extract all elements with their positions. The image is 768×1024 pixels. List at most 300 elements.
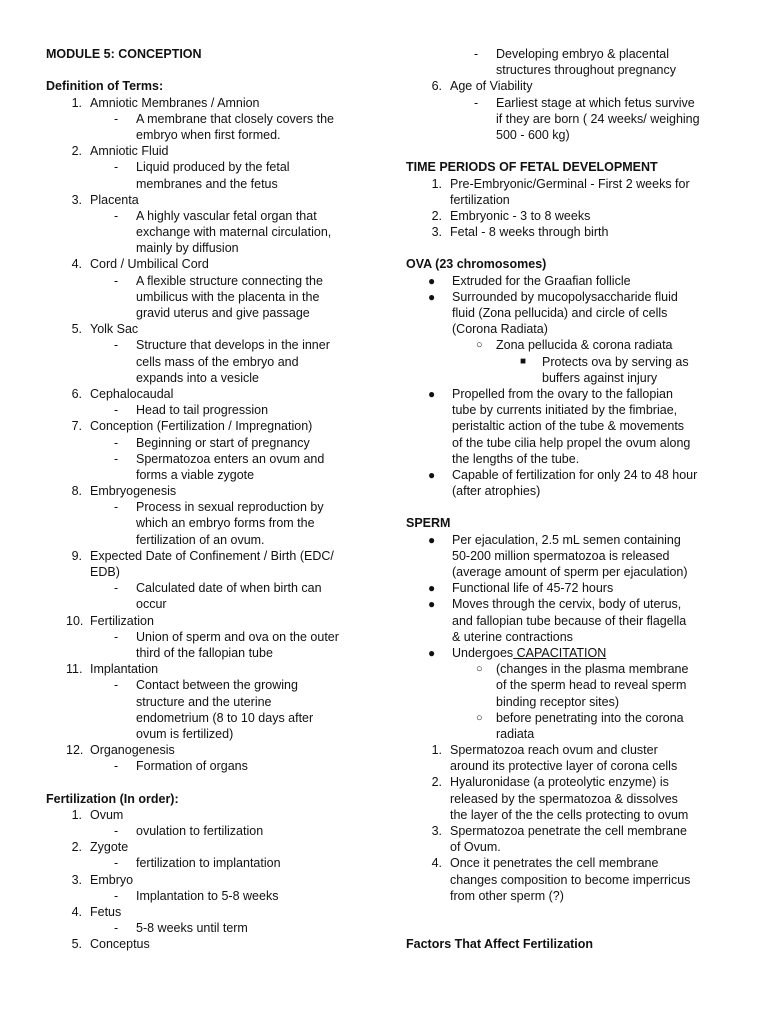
list-text [90, 872, 133, 888]
list-text [90, 143, 169, 159]
list-text-main: of the sperm head to reveal sperm [496, 678, 687, 693]
list-text-main: buffers against injury [542, 370, 658, 385]
list-marker: - [474, 95, 479, 110]
list-item [46, 807, 376, 823]
left-column [46, 46, 376, 953]
list-text-main: Surrounded by mucopolysaccharide fluid [452, 289, 678, 304]
list-text [496, 677, 686, 693]
list-item [46, 726, 376, 742]
list-text [136, 176, 278, 192]
list-text-main: of Ovum. [450, 840, 501, 855]
list-text-main: Embryo [90, 872, 134, 887]
list-text-main: the layer of the the cells protecting to ovum [450, 807, 689, 822]
list-item [46, 337, 376, 353]
list-text-main: (average amount of sperm per ejaculation) [452, 565, 688, 579]
list-marker: 1. [431, 176, 442, 191]
underlined-term: CAPACITATION [513, 645, 607, 660]
list-marker: 9. [71, 548, 82, 563]
list-text-main: radiata [496, 726, 535, 741]
list-marker: 1. [71, 807, 82, 822]
list-text [136, 645, 273, 661]
list-text-main: 50-200 million spermatozoa is released [452, 548, 670, 563]
list-marker: 5. [71, 937, 82, 952]
list-text [90, 192, 139, 208]
list-item [46, 645, 376, 661]
list-item [46, 580, 376, 596]
list-item [406, 564, 736, 580]
list-text [136, 710, 313, 726]
list-item [406, 46, 736, 62]
list-text-main: fertilization [450, 192, 510, 207]
list-text-main: Cord / Umbilical Cord [90, 257, 209, 272]
list-item [406, 645, 736, 661]
list-text-main: fertilization of an ovum. [136, 532, 265, 547]
list-text-main: Zygote [90, 840, 129, 855]
list-text-main: 5-8 weeks until term [136, 921, 248, 936]
list-text-main: Contact between the growing [136, 678, 298, 693]
list-text-main: (changes in the plasma membrane [496, 662, 689, 677]
list-item [46, 402, 376, 418]
list-item [46, 273, 376, 289]
list-item [406, 305, 736, 321]
list-item [46, 499, 376, 515]
list-text [90, 95, 260, 111]
list-item [46, 694, 376, 710]
spacer [406, 143, 736, 159]
list-text-main: Organogenesis [90, 743, 175, 758]
list-text-main: Propelled from the ovary to the fallopian [452, 386, 673, 401]
list-marker: - [114, 921, 119, 936]
list-text [450, 192, 510, 208]
list-text [496, 111, 700, 127]
list-text [136, 515, 315, 531]
list-text-main: of the tube cilia help propel the ovum along [452, 435, 691, 450]
list-text-main: Protects ova by serving as [542, 354, 689, 369]
list-marker: ● [428, 581, 436, 596]
list-item [46, 435, 376, 451]
list-marker: - [114, 581, 119, 596]
list-marker: ● [428, 386, 436, 401]
right-column [406, 46, 736, 953]
list-text [452, 596, 681, 612]
list-item [406, 872, 736, 888]
list-marker: 2. [71, 144, 82, 159]
list-item [406, 208, 736, 224]
list-item [46, 256, 376, 272]
list-text-main: Implantation [90, 662, 159, 677]
list-item [406, 823, 736, 839]
list-text [90, 418, 312, 434]
list-text-main: Structure that develops in the inner [136, 338, 330, 353]
list-item [406, 888, 736, 904]
list-marker: ● [428, 597, 436, 612]
list-text [90, 386, 173, 402]
list-text [450, 208, 590, 224]
list-text-main: Embryogenesis [90, 484, 177, 499]
list-item [406, 596, 736, 612]
list-item [406, 176, 736, 192]
spacer [406, 240, 736, 256]
list-text-main: Placenta [90, 192, 139, 207]
list-text-main: Functional life of 45-72 hours [452, 581, 614, 596]
list-item [46, 240, 376, 256]
list-text [452, 402, 677, 418]
list-item [406, 192, 736, 208]
list-text-main: Conception (Fertilization / Impregnation) [90, 419, 313, 434]
list-item [406, 78, 736, 94]
list-text [450, 872, 690, 888]
list-marker: - [114, 111, 119, 126]
section-heading: Definition of Terms: [46, 79, 164, 94]
list-text [90, 936, 150, 952]
list-item [406, 758, 736, 774]
list-text-main: Amniotic Fluid [90, 144, 169, 159]
list-text [136, 467, 254, 483]
list-item [406, 451, 736, 467]
list-item [46, 370, 376, 386]
list-marker: 2. [431, 775, 442, 790]
list-text [450, 823, 687, 839]
list-item [406, 370, 736, 386]
list-text [496, 726, 534, 742]
list-text-main: changes composition to become imperricus [450, 872, 691, 887]
list-text [90, 613, 154, 629]
list-text-main: cells mass of the embryo and [136, 354, 299, 369]
list-text-main: structure and the uterine [136, 694, 272, 709]
list-text-main: Extruded for the Graafian follicle [452, 273, 631, 288]
list-text [136, 159, 290, 175]
list-item [46, 532, 376, 548]
list-item [406, 694, 736, 710]
list-text-main: gravid uterus and give passage [136, 306, 310, 320]
list-text-main: Spermatozoa penetrate the cell membrane [450, 824, 687, 838]
list-text [136, 823, 263, 839]
list-text-main: Fetal - 8 weeks through birth [450, 225, 609, 240]
list-item [46, 208, 376, 224]
list-marker: ● [428, 273, 436, 288]
list-text-main: Age of Viability [450, 79, 533, 94]
list-item [406, 774, 736, 790]
list-text [90, 256, 209, 272]
list-text-main: Spermatozoa enters an ovum and [136, 451, 325, 466]
list-text [452, 532, 681, 548]
list-item [406, 111, 736, 127]
list-text-main: which an embryo forms from the [136, 516, 315, 531]
list-text-main: peristaltic action of the tube & movements [452, 419, 685, 434]
list-marker: 8. [71, 484, 82, 499]
list-text-main: exchange with maternal circulation, [136, 225, 332, 240]
list-text-main: Liquid produced by the fetal [136, 160, 290, 175]
list-marker: - [114, 273, 119, 288]
list-item [46, 936, 376, 952]
list-text-main: Capable of fertilization for only 24 to 48 hour [452, 467, 698, 482]
list-text [136, 855, 281, 871]
list-text [136, 305, 310, 321]
list-text-main: Pre-Embryonic/Germinal - First 2 weeks for [450, 176, 690, 191]
list-marker: 4. [71, 904, 82, 919]
list-text [452, 418, 684, 434]
list-text [452, 629, 573, 645]
list-text-main: Amniotic Membranes / Amnion [90, 95, 260, 110]
list-item [406, 580, 736, 596]
list-item [406, 354, 736, 370]
list-item [46, 629, 376, 645]
list-text [136, 451, 324, 467]
list-marker: 11. [66, 662, 83, 677]
list-marker: 1. [71, 95, 82, 110]
list-marker: ○ [476, 711, 483, 724]
list-text [136, 289, 319, 305]
list-item [406, 791, 736, 807]
list-text-main: Fertilization [90, 613, 154, 628]
list-item [46, 758, 376, 774]
list-text-main: mainly by diffusion [136, 241, 239, 256]
list-item [406, 613, 736, 629]
list-marker: - [114, 208, 119, 223]
list-text-main: Conceptus [90, 937, 150, 952]
list-text-main: Moves through the cervix, body of uterus, [452, 597, 682, 612]
section-heading: Fertilization (In order): [46, 791, 179, 806]
list-marker: - [114, 856, 119, 871]
list-text-main: A flexible structure connecting the [136, 273, 323, 288]
section-heading: MODULE 5: CONCEPTION [46, 47, 202, 61]
list-text-main: & uterine contractions [452, 629, 573, 644]
list-text-main: Zona pellucida & corona radiata [496, 338, 673, 353]
list-text [452, 451, 579, 467]
list-text [136, 273, 323, 289]
list-marker: - [474, 47, 479, 61]
list-text [496, 661, 688, 677]
list-item [46, 111, 376, 127]
list-text-main: Union of sperm and ova on the outer [136, 629, 339, 644]
list-text [90, 483, 176, 499]
list-text [90, 548, 334, 564]
list-text-main: membranes and the fetus [136, 176, 278, 191]
list-item [46, 920, 376, 936]
list-text [450, 888, 564, 904]
section-heading: TIME PERIODS OF FETAL DEVELOPMENT [406, 160, 658, 175]
list-text [136, 127, 281, 143]
list-text [452, 564, 688, 580]
list-item [46, 855, 376, 871]
list-marker: ● [428, 289, 436, 304]
list-text [496, 337, 673, 353]
list-text-main: forms a viable zygote [136, 467, 255, 482]
list-text [136, 580, 322, 596]
list-text [136, 337, 330, 353]
list-text [136, 240, 239, 256]
list-item [46, 823, 376, 839]
list-text [496, 127, 570, 143]
list-text [496, 694, 619, 710]
list-item [46, 710, 376, 726]
list-item [406, 62, 736, 78]
list-text [496, 46, 669, 62]
list-item [406, 726, 736, 742]
list-text [136, 435, 310, 451]
list-item [406, 95, 736, 111]
list-item [406, 661, 736, 677]
list-marker: - [114, 435, 119, 450]
list-text-main: occur [136, 597, 167, 612]
list-item [46, 451, 376, 467]
list-text-main: 500 - 600 kg) [496, 127, 570, 142]
list-text [136, 354, 299, 370]
section-heading: OVA (23 chromosomes) [406, 257, 547, 272]
list-item [46, 289, 376, 305]
list-text-main: from other sperm (?) [450, 888, 564, 903]
list-marker: 6. [431, 79, 442, 94]
list-marker: 4. [71, 257, 82, 272]
list-marker: 10. [66, 613, 84, 628]
list-marker: 2. [431, 208, 442, 223]
list-text [450, 855, 658, 871]
list-text-main: Embryonic - 3 to 8 weeks [450, 208, 591, 223]
list-marker: - [114, 759, 119, 774]
list-text-main: Once it penetrates the cell membrane [450, 856, 659, 871]
list-item [46, 321, 376, 337]
list-item [406, 483, 736, 499]
list-text-main: Cephalocaudal [90, 386, 174, 401]
list-item [46, 224, 376, 240]
list-text [542, 354, 689, 370]
list-marker: ■ [520, 355, 527, 367]
list-text-main: (Corona Radiata) [452, 322, 548, 337]
list-text-main: Calculated date of when birth can [136, 581, 322, 596]
list-item [46, 839, 376, 855]
list-text [136, 920, 248, 936]
list-marker: ○ [476, 663, 483, 676]
list-marker: 12. [66, 743, 84, 758]
list-text-main: expands into a vesicle [136, 370, 259, 385]
list-text-main: Implantation to 5-8 weeks [136, 888, 279, 903]
list-text-main: Earliest stage at which fetus survive [496, 95, 695, 110]
list-text [90, 661, 158, 677]
list-text-main: Hyaluronidase (a proteolytic enzyme) is [450, 775, 669, 790]
list-text [450, 78, 532, 94]
list-marker: ● [428, 645, 436, 660]
list-text-main: before penetrating into the corona [496, 710, 684, 725]
list-item [46, 192, 376, 208]
list-text [542, 370, 657, 386]
list-marker: 6. [71, 386, 82, 401]
list-text [90, 564, 120, 580]
list-marker: 5. [71, 322, 82, 337]
list-text [136, 888, 278, 904]
list-text-main: Process in sexual reproduction by [136, 500, 324, 515]
list-item [46, 742, 376, 758]
list-marker: 3. [431, 225, 442, 240]
list-text-main: endometrium (8 to 10 days after [136, 710, 314, 725]
spacer [46, 62, 376, 78]
list-item [406, 289, 736, 305]
list-text [450, 742, 658, 758]
list-item [46, 548, 376, 564]
list-item [46, 305, 376, 321]
list-text [136, 224, 331, 240]
list-text [136, 111, 334, 127]
list-item [406, 273, 736, 289]
list-item [46, 596, 376, 612]
list-marker: ● [428, 532, 436, 547]
list-text [136, 677, 298, 693]
list-text-main: Head to tail progression [136, 403, 269, 418]
list-text [452, 386, 673, 402]
list-marker: 1. [431, 743, 442, 758]
list-marker: 4. [431, 856, 442, 871]
list-item [406, 548, 736, 564]
list-marker: - [114, 403, 119, 418]
list-text [90, 742, 175, 758]
list-text [136, 208, 317, 224]
list-item [46, 418, 376, 434]
list-item [406, 321, 736, 337]
list-item [46, 515, 376, 531]
list-marker: 2. [71, 840, 82, 855]
list-text-main: Per ejaculation, 2.5 mL semen containing [452, 532, 681, 547]
list-text [136, 629, 339, 645]
list-text-main: third of the fallopian tube [136, 645, 273, 660]
list-item [46, 661, 376, 677]
list-text-main: Developing embryo & placental [496, 47, 670, 61]
list-text-main: ovum is fertilized) [136, 726, 234, 741]
list-text [136, 532, 265, 548]
list-text [90, 904, 121, 920]
list-item [406, 677, 736, 693]
list-item [406, 532, 736, 548]
list-text [136, 694, 272, 710]
list-text-main: (after atrophies) [452, 484, 541, 499]
list-text [450, 839, 501, 855]
list-marker: - [114, 824, 119, 838]
list-item [46, 483, 376, 499]
list-text [452, 289, 678, 305]
list-text-main: and fallopian tube because of their flagella [452, 613, 687, 628]
list-item [406, 337, 736, 353]
list-text [452, 580, 613, 596]
section-heading: SPERM [406, 516, 451, 531]
list-text [450, 791, 678, 807]
list-marker: - [114, 338, 119, 353]
list-item [46, 127, 376, 143]
list-text-main: structures throughout pregnancy [496, 63, 676, 78]
list-item [406, 839, 736, 855]
list-text-main: tube by currents initiated by the fimbriae, [452, 403, 678, 418]
list-marker: - [114, 451, 119, 466]
list-item [46, 888, 376, 904]
list-text [136, 758, 248, 774]
list-text-main: if they are born ( 24 weeks/ weighing [496, 111, 700, 126]
list-item [406, 742, 736, 758]
list-text-main: umbilicus with the placenta in the [136, 289, 320, 304]
list-text [496, 62, 676, 78]
list-text-main: fluid (Zona pellucida) and circle of cells [452, 306, 668, 320]
list-text-main: embryo when first formed. [136, 127, 281, 142]
list-text [450, 176, 690, 192]
list-marker: ● [428, 467, 436, 482]
spacer [406, 499, 736, 515]
list-text [452, 305, 667, 321]
list-item [46, 564, 376, 580]
list-text-main: Expected Date of Confinement / Birth (EDC/ [90, 548, 334, 563]
list-text [452, 273, 631, 289]
list-item [46, 159, 376, 175]
list-text-main: around its protective layer of corona cells [450, 759, 678, 774]
list-marker: - [114, 629, 119, 644]
list-item [406, 435, 736, 451]
list-marker: - [114, 160, 119, 175]
list-text-main: binding receptor sites) [496, 694, 619, 709]
